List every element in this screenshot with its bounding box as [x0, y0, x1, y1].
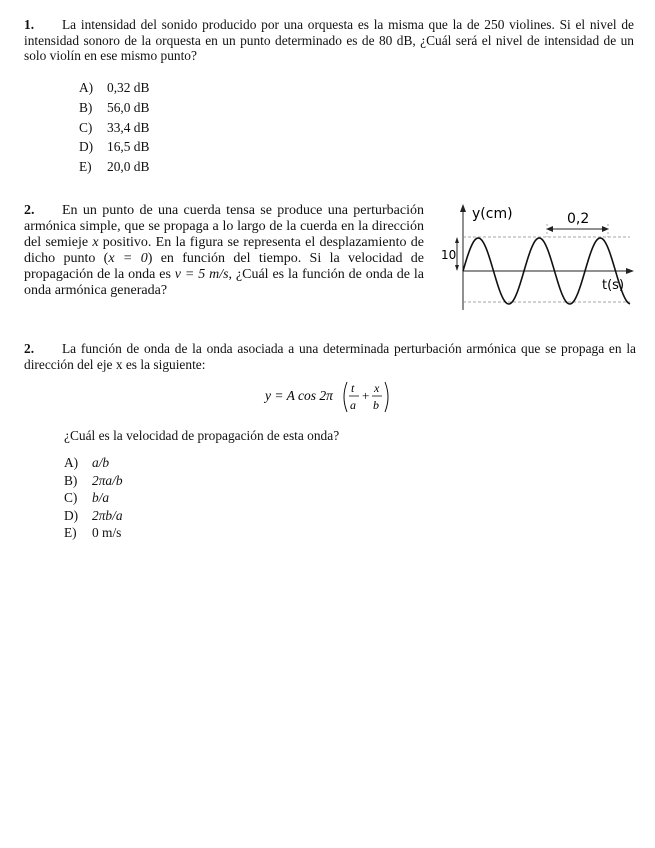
q1-option-d: D) 16,5 dB — [79, 139, 150, 155]
q3-option-c: C) b/a — [64, 490, 110, 505]
q1-option-b: B) 56,0 dB — [79, 99, 150, 115]
period-label: 0,2 — [567, 211, 590, 227]
question-3-number: 2. — [24, 341, 35, 356]
question-1-options — [79, 78, 149, 177]
amplitude-arrow-up-icon — [455, 237, 459, 243]
formula-b: b — [373, 398, 379, 412]
displacement-time-figure — [440, 202, 640, 317]
formula-a: a — [350, 398, 356, 412]
y-axis-arrow-icon — [460, 204, 466, 212]
formula-lhs: y = A cos 2π — [265, 388, 333, 403]
amplitude-arrow-down-icon — [455, 265, 459, 271]
q1-option-e: E) 20,0 dB — [79, 159, 150, 175]
amplitude-label: 10 — [441, 248, 457, 262]
question-2-text: 2. En un punto de una cuerda tensa se produce una perturbación armónica simple, que se propaga a lo largo de la cuerda en la dirección del semieje x positivo. En la figura se representa el desplazamiento de dicho punto (x = 0) en función del tiempo. Si la velocidad de propagación de la onda es v = 5 m/s, ¿Cuál es la función de onda de la onda armónica generada? — [24, 203, 424, 298]
question-3-text: 2. La función de onda de la onda asociada a una determinada perturbación armónica que se propaga en la dirección del eje x es la siguiente: — [24, 341, 636, 372]
formula-x: x — [374, 381, 380, 395]
q1-option-c: C) 33,4 dB — [79, 119, 150, 135]
question-2-number: 2. — [24, 203, 35, 218]
q3-option-b: B) 2πa/b — [64, 472, 123, 488]
wave-function-formula — [263, 377, 403, 417]
formula-t: t — [351, 381, 355, 395]
question-3-prompt: ¿Cuál es la velocidad de propagación de esta onda? — [64, 428, 340, 443]
question-1-number: 1. — [24, 17, 35, 32]
question-1-text: 1. La intensidad del sonido producido por una orquesta es la misma que la de 250 violines. Si el nivel de intensidad sonoro de la orquesta en un punto determinado es de 80 dB, ¿Cuál será el nivel de intensidad de un solo violín en ese mismo punto? — [24, 17, 634, 63]
q3-option-e: E) 0 m/s — [64, 525, 122, 540]
question-3-options — [64, 454, 123, 542]
y-axis-label: y(cm) — [472, 206, 513, 222]
left-paren — [344, 382, 347, 412]
q3-option-d: D) 2πb/a — [64, 507, 123, 523]
t-axis-label: t(s) — [602, 278, 625, 293]
t-axis-arrow-icon — [626, 268, 634, 274]
formula-plus: + — [362, 388, 370, 403]
q1-option-a: A) 0,32 dB — [79, 80, 150, 95]
right-paren — [385, 382, 388, 412]
q3-option-a: A) a/b — [64, 455, 110, 470]
